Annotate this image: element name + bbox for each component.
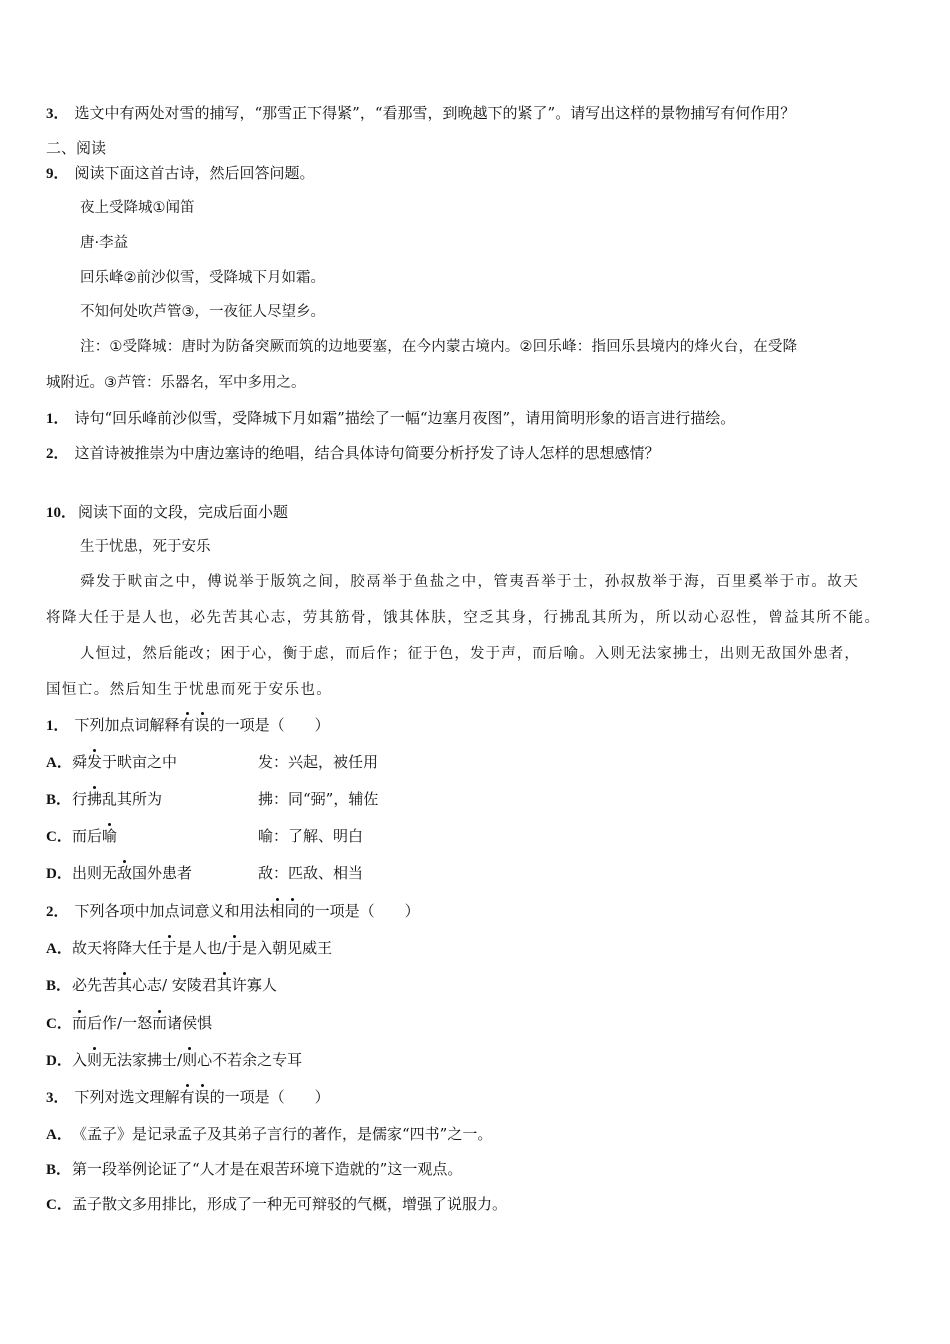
question-10	[46, 502, 288, 523]
option-c[interactable]	[46, 1013, 212, 1034]
question-text: 下列各项中加点词意义和用法	[74, 902, 270, 920]
question-number: 10．	[46, 505, 77, 521]
option-text: 于畎亩之中	[102, 753, 178, 771]
question-9-1	[46, 408, 735, 429]
poem-note-1: 注：①受降城：唐时为防备突厥而筑的边地要塞，在今内蒙古境内。②回乐峰：指回乐县境内的烽火台，在受降	[80, 339, 798, 355]
section-heading: 二、阅读	[46, 139, 107, 157]
option-text: 后作/一怒	[87, 1014, 153, 1032]
option-text: 是入朝见威王	[242, 939, 333, 957]
option-text: 乱其所为	[102, 790, 163, 808]
question-text: 这首诗被推崇为中唐边塞诗的绝唱，结合具体诗句简要分析抒发了诗人怎样的思想感情？	[74, 444, 660, 462]
option-text: 无法家拂士/	[102, 1051, 183, 1069]
option-c[interactable]	[46, 1194, 507, 1215]
poem-line-2: 不知何处吹芦管③，一夜征人尽望乡。	[80, 304, 325, 320]
question-number: 2．	[46, 446, 69, 462]
option-letter: C．	[46, 829, 72, 845]
question-text: 下列加点词解释	[74, 716, 180, 734]
question-10-2	[46, 901, 420, 922]
option-text: 《孟子》是记录孟子及其弟子言行的著作，是儒家“四书”之一。	[72, 1125, 493, 1143]
dotted-char: 于	[162, 939, 178, 957]
poem-title: 夜上受降城①闻笛	[80, 200, 195, 216]
option-text: 出则无	[72, 864, 118, 882]
option-letter: B．	[46, 1162, 72, 1178]
dotted-char: 误	[194, 716, 210, 734]
dotted-char: 同	[284, 902, 300, 920]
option-d[interactable]	[46, 863, 906, 884]
dotted-char: 其	[117, 976, 133, 994]
dotted-char: 相	[269, 902, 285, 920]
question-9	[46, 163, 315, 184]
question-9-2	[46, 443, 660, 464]
option-a[interactable]	[46, 752, 906, 773]
option-d[interactable]	[46, 1050, 302, 1071]
option-text: 故天将降大任	[72, 939, 163, 957]
question-text: 的一项是（ ）	[209, 1088, 330, 1106]
passage-paragraph-2a: 人恒过，然后能改；困于心，衡于虑，而后作；征于色，发于声，而后喻。入则无法家拂士，出则无敌国外患者，	[80, 646, 860, 662]
option-letter: B．	[46, 978, 72, 994]
dotted-char: 其	[216, 976, 232, 994]
option-explanation: 敌：匹敌、相当	[258, 864, 364, 882]
option-letter: C．	[46, 1016, 72, 1032]
option-b[interactable]	[46, 975, 277, 996]
option-text: 第一段举例论证了“人才是在艰苦环境下造就的”这一观点。	[72, 1160, 463, 1178]
dotted-char: 有	[179, 716, 195, 734]
question-number: 1．	[46, 411, 69, 427]
question-text: 的一项是（ ）	[299, 902, 420, 920]
option-letter: A．	[46, 941, 72, 957]
option-text: 行	[72, 790, 88, 808]
option-text: 国外患者	[132, 864, 193, 882]
option-text: 而后	[72, 827, 103, 845]
question-number: 1．	[46, 718, 69, 734]
question-intro: 阅读下面的文段，完成后面小题	[78, 503, 289, 521]
option-explanation: 发：兴起，被任用	[258, 753, 379, 771]
dotted-char: 发	[87, 753, 103, 771]
question-text: 选文中有两处对雪的捕写，“那雪正下得紧”，“看那雪，到晚越下的紧了”。请写出这样的景物捕写有何作用？	[74, 104, 796, 122]
dotted-char: 误	[194, 1088, 210, 1106]
option-b[interactable]	[46, 789, 906, 810]
question-10-3	[46, 1087, 330, 1108]
option-b[interactable]	[46, 1159, 462, 1180]
question-number: 3．	[46, 1090, 69, 1106]
option-text: 孟子散文多用排比，形成了一种无可辩驳的气概，增强了说服力。	[72, 1195, 508, 1213]
passage-paragraph-1a: 舜发于畎亩之中，傅说举于版筑之间，胶鬲举于鱼盐之中，管夷吾举于士，孙叔敖举于海，百里奚举于市。故天	[80, 574, 860, 590]
dotted-char: 则	[87, 1051, 103, 1069]
dotted-char: 喻	[102, 827, 118, 845]
dotted-char: 有	[179, 1088, 195, 1106]
option-text: 舜	[72, 753, 88, 771]
question-intro: 阅读下面这首古诗，然后回答问题。	[74, 164, 315, 182]
passage-title: 生于忧患，死于安乐	[80, 539, 211, 555]
option-c[interactable]	[46, 826, 906, 847]
option-letter: D．	[46, 1053, 72, 1069]
option-text: 诸侯惧	[167, 1014, 213, 1032]
dotted-char: 敌	[117, 864, 133, 882]
question-text: 诗句“回乐峰前沙似雪，受降城下月如霜”描绘了一幅“边塞月夜图”，请用简明形象的语言进行描绘。	[74, 409, 736, 427]
option-letter: D．	[46, 866, 72, 882]
question-number: 3．	[46, 106, 69, 122]
option-explanation: 喻：了解、明白	[258, 827, 364, 845]
option-letter: C．	[46, 1197, 72, 1213]
question-number: 9．	[46, 166, 69, 182]
question-3	[46, 103, 795, 124]
question-10-1	[46, 715, 330, 736]
question-text: 下列对选文理解	[74, 1088, 180, 1106]
option-explanation: 拂：同“弼”，辅佐	[258, 790, 379, 808]
question-text: 的一项是（ ）	[209, 716, 330, 734]
poem-line-1: 回乐峰②前沙似雪，受降城下月如霜。	[80, 270, 325, 286]
passage-paragraph-2b: 国恒亡。然后知生于忧患而死于安乐也。	[46, 682, 333, 698]
option-text: 许寡人	[231, 976, 277, 994]
dotted-char: 拂	[87, 790, 103, 808]
dotted-char: 而	[152, 1014, 168, 1032]
option-a[interactable]	[46, 1124, 492, 1145]
passage-paragraph-1b: 将降大任于是人也，必先苦其心志，劳其筋骨，饿其体肤，空乏其身，行拂乱其所为，所以动心忍性，曾益其所不能。	[46, 610, 881, 626]
poem-author: 唐·李益	[80, 235, 129, 251]
dotted-char: 而	[72, 1014, 88, 1032]
dotted-char: 则	[182, 1051, 198, 1069]
poem-note-2: 城附近。③芦管：乐器名，军中多用之。	[46, 375, 306, 391]
option-letter: A．	[46, 1127, 72, 1143]
option-text: 心志/ 安陵君	[132, 976, 217, 994]
option-text: 是人也/	[177, 939, 228, 957]
option-text: 必先苦	[72, 976, 118, 994]
question-number: 2．	[46, 904, 69, 920]
option-letter: A．	[46, 755, 72, 771]
option-text: 入	[72, 1051, 88, 1069]
dotted-char: 于	[227, 939, 243, 957]
option-a[interactable]	[46, 938, 332, 959]
option-letter: B．	[46, 792, 72, 808]
option-text: 心不若余之专耳	[197, 1051, 303, 1069]
